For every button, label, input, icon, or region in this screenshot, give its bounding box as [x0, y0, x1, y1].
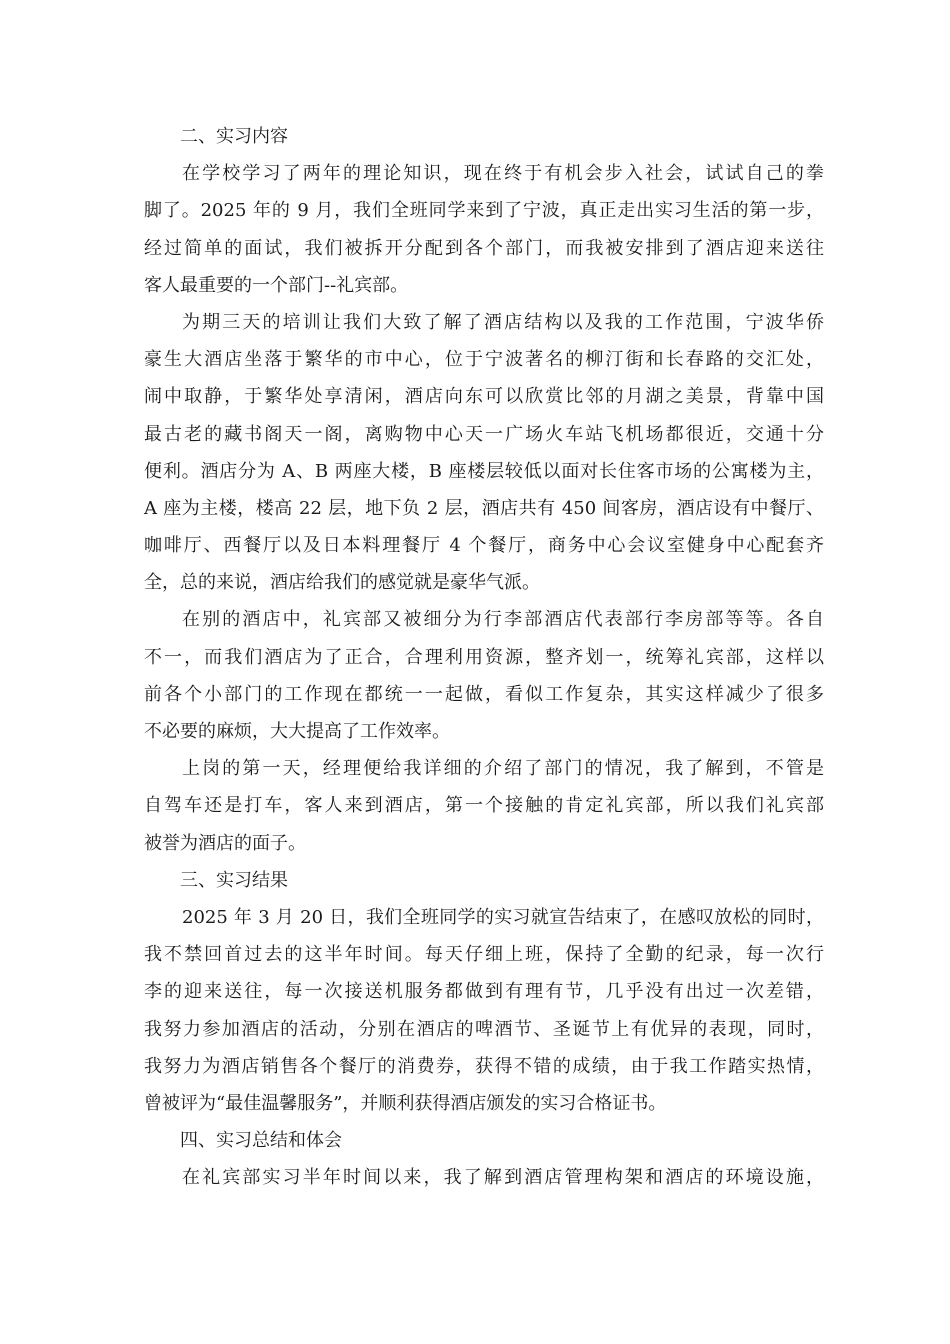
paragraph-text: 在礼宾部实习半年时间以来，我了解到酒店管理构架和酒店的环境设施，	[182, 1167, 824, 1189]
paragraph-text: 自驾车还是打车，客人来到酒店，第一个接触的肯定礼宾部，所以我们礼宾部	[144, 795, 824, 817]
paragraph-text: A 座为主楼，楼高 22 层，地下负 2 层，酒店共有 450 间客房，酒店设有中餐厅、	[144, 497, 824, 519]
paragraph-line	[144, 378, 824, 415]
paragraph-line	[144, 639, 824, 676]
paragraph-line	[144, 527, 824, 564]
paragraph-line	[144, 192, 824, 229]
paragraph-line	[144, 304, 824, 341]
paragraph-text: 我不禁回首过去的这半年时间。每天仔细上班，保持了全勤的纪录，每一次行	[144, 944, 824, 966]
paragraph-text: 经过简单的面试，我们被拆开分配到各个部门，而我被安排到了酒店迎来送往	[144, 237, 824, 259]
paragraph-text: 脚了。2025 年的 9 月，我们全班同学来到了宁波，真正走出实习生活的第一步，	[144, 200, 824, 222]
paragraph-text: 李的迎来送往，每一次接送机服务都做到有理有节，几乎没有出过一次差错，	[144, 981, 824, 1003]
paragraph-line	[144, 416, 824, 453]
paragraph-text: 我努力为酒店销售各个餐厅的消费券，获得不错的成绩，由于我工作踏实热情，	[144, 1055, 824, 1077]
section-heading	[144, 862, 824, 899]
paragraph-text: 豪生大酒店坐落于繁华的市中心，位于宁波著名的柳汀街和长春路的交汇处，	[144, 349, 824, 371]
section-heading	[144, 1122, 824, 1159]
paragraph-line	[144, 936, 824, 973]
paragraph-text: 最古老的藏书阁天一阁，离购物中心天一广场火车站飞机场都很近，交通十分	[144, 423, 824, 445]
paragraph-text: 被誉为酒店的面子。	[144, 832, 306, 854]
paragraph-text: 上岗的第一天，经理便给我详细的介绍了部门的情况，我了解到，不管是	[182, 758, 824, 780]
paragraph-text: 2025 年 3 月 20 日，我们全班同学的实习就宣告结束了，在感叹放松的同时，	[182, 906, 824, 928]
paragraph-line	[144, 1085, 824, 1122]
paragraph-text: 便利。酒店分为 A、B 两座大楼，B 座楼层较低以面对长住客市场的公寓楼为主，	[144, 460, 824, 482]
paragraph-line	[144, 750, 824, 787]
section-heading-text: 四、实习总结和体会	[180, 1130, 342, 1152]
paragraph-text: 不一，而我们酒店为了正合，合理利用资源，整齐划一，统筹礼宾部，这样以	[144, 646, 824, 668]
paragraph-line	[144, 564, 824, 601]
paragraph-text: 为期三天的培训让我们大致了解了酒店结构以及我的工作范围，宁波华侨	[182, 311, 824, 333]
paragraph-line	[144, 230, 824, 267]
paragraph-text: 我努力参加酒店的活动，分别在酒店的啤酒节、圣诞节上有优异的表现，同时，	[144, 1018, 824, 1040]
section-heading	[144, 118, 824, 155]
paragraph-line	[144, 1048, 824, 1085]
paragraph-line	[144, 155, 824, 192]
paragraph-line	[144, 973, 824, 1010]
paragraph-line	[144, 713, 824, 750]
paragraph-line	[144, 341, 824, 378]
paragraph-text: 在学校学习了两年的理论知识，现在终于有机会步入社会，试试自己的拳	[182, 163, 824, 185]
paragraph-line	[144, 490, 824, 527]
paragraph-line	[144, 453, 824, 490]
paragraph-line	[144, 267, 824, 304]
paragraph-text: 全，总的来说，酒店给我们的感觉就是豪华气派。	[144, 572, 540, 594]
paragraph-line	[144, 1159, 824, 1196]
paragraph-line	[144, 601, 824, 638]
paragraph-text: 闹中取静，于繁华处享清闲，酒店向东可以欣赏比邻的月湖之美景，背靠中国	[144, 386, 824, 408]
paragraph-text: 不必要的麻烦，大大提高了工作效率。	[144, 721, 450, 742]
section-heading-text: 三、实习结果	[180, 869, 288, 891]
document-page	[144, 118, 824, 1196]
paragraph-text: 前各个小部门的工作现在都统一一起做，看似工作复杂，其实这样减少了很多	[144, 683, 824, 705]
paragraph-line	[144, 676, 824, 713]
paragraph-text: 咖啡厅、西餐厅以及日本料理餐厅 4 个餐厅，商务中心会议室健身中心配套齐	[144, 535, 824, 557]
paragraph-line	[144, 787, 824, 824]
paragraph-text: 曾被评为“最佳温馨服务”，并顺利获得酒店颁发的实习合格证书。	[144, 1092, 667, 1114]
paragraph-text: 在别的酒店中，礼宾部又被细分为行李部酒店代表部行李房部等等。各自	[182, 609, 824, 631]
paragraph-line	[144, 825, 824, 862]
paragraph-text: 客人最重要的一个部门--礼宾部。	[144, 274, 409, 296]
paragraph-line	[144, 1011, 824, 1048]
paragraph-line	[144, 899, 824, 936]
section-heading-text: 二、实习内容	[180, 126, 288, 147]
